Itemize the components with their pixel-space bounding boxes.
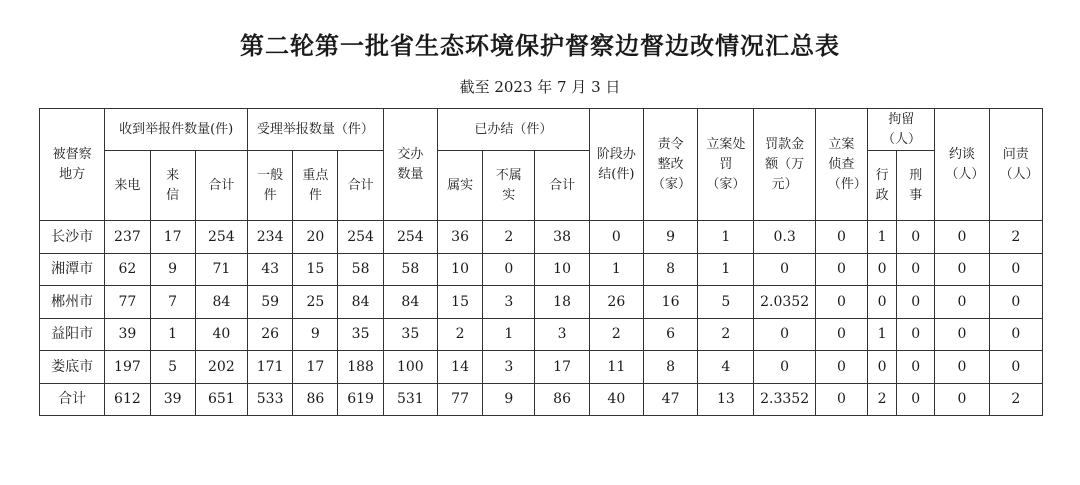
value-cell: 17: [535, 351, 589, 384]
header-received-phone: 来电: [105, 151, 150, 221]
value-cell: 39: [150, 383, 195, 416]
value-cell: 17: [293, 351, 338, 384]
value-cell: 100: [383, 351, 437, 384]
value-cell: 254: [195, 221, 247, 254]
value-cell: 0: [897, 286, 935, 319]
value-cell: 10: [535, 253, 589, 286]
region-cell: 长沙市: [40, 221, 105, 254]
value-cell: 11: [589, 351, 643, 384]
value-cell: 0: [815, 253, 867, 286]
value-cell: 0: [754, 253, 815, 286]
value-cell: 2: [868, 383, 897, 416]
value-cell: 2: [989, 383, 1042, 416]
value-cell: 2: [483, 221, 535, 254]
header-completed-false: 不属实: [483, 151, 535, 221]
value-cell: 0: [935, 383, 989, 416]
region-cell: 郴州市: [40, 286, 105, 319]
value-cell: 59: [248, 286, 293, 319]
value-cell: 234: [248, 221, 293, 254]
region-cell: 益阳市: [40, 318, 105, 351]
value-cell: 8: [643, 351, 697, 384]
value-cell: 77: [105, 286, 150, 319]
value-cell: 86: [293, 383, 338, 416]
value-cell: 62: [105, 253, 150, 286]
value-cell: 202: [195, 351, 247, 384]
value-cell: 26: [589, 286, 643, 319]
value-cell: 39: [105, 318, 150, 351]
value-cell: 2: [698, 318, 754, 351]
header-ordered-rectify: 责令整改（家）: [643, 109, 697, 221]
value-cell: 1: [150, 318, 195, 351]
value-cell: 0: [868, 286, 897, 319]
value-cell: 17: [150, 221, 195, 254]
value-cell: 58: [383, 253, 437, 286]
value-cell: 36: [437, 221, 482, 254]
header-case-punish: 立案处罚（家）: [698, 109, 754, 221]
value-cell: 20: [293, 221, 338, 254]
table-row: [40, 383, 1043, 416]
value-cell: 0: [815, 383, 867, 416]
value-cell: 35: [383, 318, 437, 351]
table-row: [40, 253, 1043, 286]
header-detain-group: 拘留（人）: [868, 109, 935, 151]
region-cell: 娄底市: [40, 351, 105, 384]
value-cell: 2: [989, 221, 1042, 254]
value-cell: 16: [643, 286, 697, 319]
value-cell: 0: [897, 318, 935, 351]
value-cell: 197: [105, 351, 150, 384]
value-cell: 0: [815, 351, 867, 384]
value-cell: 0: [589, 221, 643, 254]
header-detain-admin: 行政: [868, 151, 897, 221]
header-received-letter: 来信: [150, 151, 195, 221]
value-cell: 1: [698, 253, 754, 286]
value-cell: 0: [815, 221, 867, 254]
header-assigned: 交办数量: [383, 109, 437, 221]
header-fine: 罚款金额（万元）: [754, 109, 815, 221]
value-cell: 13: [698, 383, 754, 416]
header-accountability: 问责（人）: [989, 109, 1042, 221]
value-cell: 7: [150, 286, 195, 319]
header-accepted-general: 一般件: [248, 151, 293, 221]
header-received-group: 收到举报件数量(件): [105, 109, 248, 151]
header-completed-true: 属实: [437, 151, 482, 221]
value-cell: 15: [437, 286, 482, 319]
value-cell: 86: [535, 383, 589, 416]
value-cell: 77: [437, 383, 482, 416]
value-cell: 18: [535, 286, 589, 319]
value-cell: 14: [437, 351, 482, 384]
value-cell: 254: [383, 221, 437, 254]
header-interview: 约谈（人）: [935, 109, 989, 221]
value-cell: 0: [989, 253, 1042, 286]
value-cell: 3: [483, 351, 535, 384]
value-cell: 0: [897, 221, 935, 254]
value-cell: 15: [293, 253, 338, 286]
value-cell: 6: [643, 318, 697, 351]
page-subtitle-date: 截至 2023 年 7 月 3 日: [459, 78, 621, 96]
value-cell: 0: [897, 351, 935, 384]
value-cell: 10: [437, 253, 482, 286]
table-row: [40, 318, 1043, 351]
header-completed-group: 已办结（件）: [437, 109, 589, 151]
header-accepted-group: 受理举报数量（件）: [248, 109, 384, 151]
value-cell: 0: [868, 351, 897, 384]
table-row: [40, 351, 1043, 384]
header-accepted-key: 重点件: [293, 151, 338, 221]
value-cell: 0: [935, 351, 989, 384]
value-cell: 2: [589, 318, 643, 351]
region-cell: 合计: [40, 383, 105, 416]
header-phase-completed: 阶段办结(件): [589, 109, 643, 221]
value-cell: 0: [754, 351, 815, 384]
value-cell: 0: [935, 221, 989, 254]
value-cell: 0.3: [754, 221, 815, 254]
value-cell: 38: [535, 221, 589, 254]
value-cell: 0: [935, 318, 989, 351]
value-cell: 9: [150, 253, 195, 286]
value-cell: 0: [815, 318, 867, 351]
value-cell: 25: [293, 286, 338, 319]
value-cell: 1: [868, 221, 897, 254]
header-region: 被督察地方: [40, 109, 105, 221]
value-cell: 4: [698, 351, 754, 384]
header-case-investigate: 立案侦查（件）: [815, 109, 867, 221]
value-cell: 0: [989, 286, 1042, 319]
value-cell: 0: [754, 318, 815, 351]
value-cell: 1: [483, 318, 535, 351]
value-cell: 40: [195, 318, 247, 351]
value-cell: 619: [338, 383, 383, 416]
header-accepted-total: 合计: [338, 151, 383, 221]
value-cell: 84: [338, 286, 383, 319]
value-cell: 254: [338, 221, 383, 254]
value-cell: 171: [248, 351, 293, 384]
value-cell: 35: [338, 318, 383, 351]
value-cell: 531: [383, 383, 437, 416]
value-cell: 40: [589, 383, 643, 416]
header-detain-criminal: 刑事: [897, 151, 935, 221]
value-cell: 9: [293, 318, 338, 351]
value-cell: 1: [698, 221, 754, 254]
value-cell: 0: [483, 253, 535, 286]
value-cell: 5: [150, 351, 195, 384]
value-cell: 84: [195, 286, 247, 319]
value-cell: 188: [338, 351, 383, 384]
value-cell: 0: [989, 351, 1042, 384]
value-cell: 2: [437, 318, 482, 351]
value-cell: 237: [105, 221, 150, 254]
value-cell: 0: [989, 318, 1042, 351]
value-cell: 0: [935, 253, 989, 286]
value-cell: 612: [105, 383, 150, 416]
region-cell: 湘潭市: [40, 253, 105, 286]
value-cell: 9: [483, 383, 535, 416]
value-cell: 0: [815, 286, 867, 319]
value-cell: 651: [195, 383, 247, 416]
value-cell: 3: [535, 318, 589, 351]
value-cell: 0: [868, 253, 897, 286]
table-row: [40, 286, 1043, 319]
value-cell: 9: [643, 221, 697, 254]
table-row: [40, 221, 1043, 254]
value-cell: 0: [935, 286, 989, 319]
value-cell: 1: [589, 253, 643, 286]
value-cell: 2.0352: [754, 286, 815, 319]
header-completed-total: 合计: [535, 151, 589, 221]
value-cell: 8: [643, 253, 697, 286]
value-cell: 47: [643, 383, 697, 416]
value-cell: 58: [338, 253, 383, 286]
value-cell: 1: [868, 318, 897, 351]
value-cell: 5: [698, 286, 754, 319]
value-cell: 0: [897, 253, 935, 286]
page-title: 第二轮第一批省生态环境保护督察边督边改情况汇总表: [240, 32, 840, 60]
summary-table: [39, 108, 1043, 416]
value-cell: 533: [248, 383, 293, 416]
value-cell: 0: [897, 383, 935, 416]
header-received-total: 合计: [195, 151, 247, 221]
value-cell: 2.3352: [754, 383, 815, 416]
value-cell: 26: [248, 318, 293, 351]
value-cell: 84: [383, 286, 437, 319]
value-cell: 71: [195, 253, 247, 286]
value-cell: 43: [248, 253, 293, 286]
value-cell: 3: [483, 286, 535, 319]
